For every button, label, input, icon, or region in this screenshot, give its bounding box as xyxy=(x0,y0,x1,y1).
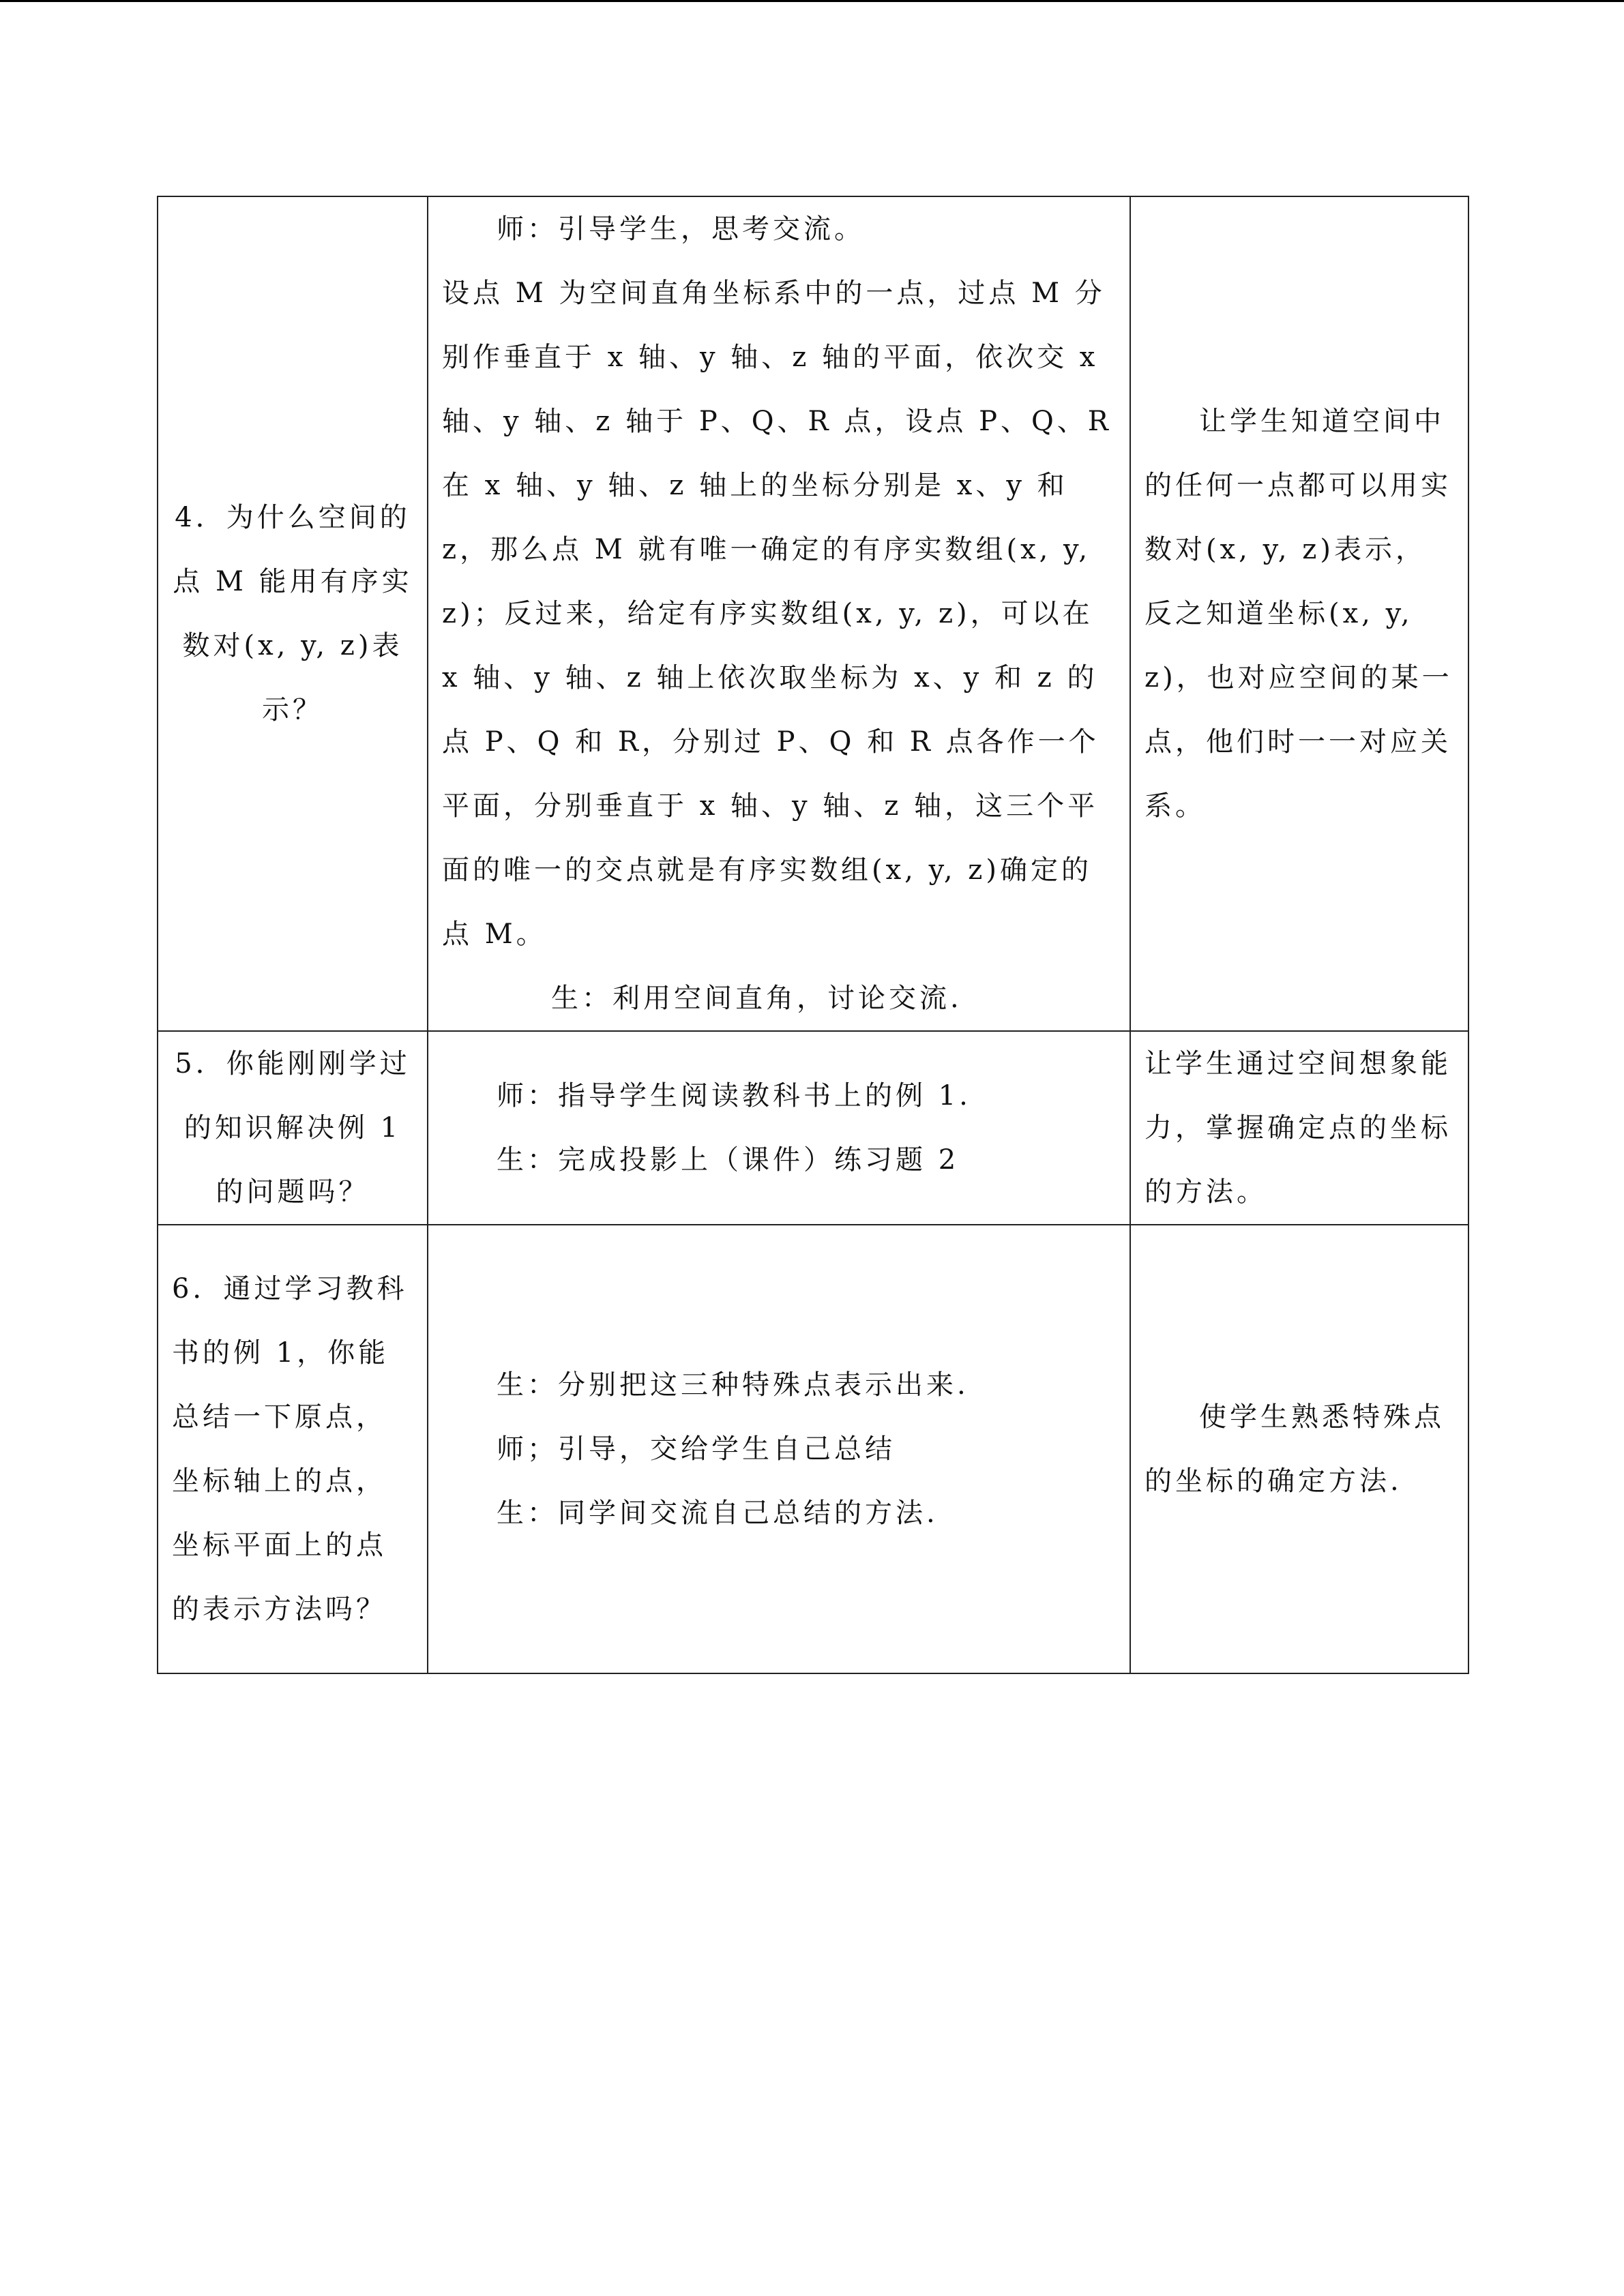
activity-cell xyxy=(428,1225,1130,1673)
intent-text: 让学生知道空间中的任何一点都可以用实数对(x, y, z)表示，反之知道坐标(x, y, z)，也对应空间的某一点，他们时一一对应关系。 xyxy=(1145,406,1453,822)
intent-cell xyxy=(1130,1031,1468,1225)
intent-cell xyxy=(1130,1225,1468,1673)
question-cell xyxy=(158,1225,428,1673)
intent-text: 使学生熟悉特殊点的坐标的确定方法. xyxy=(1145,1401,1445,1497)
activity-text: 师：引导学生，思考交流。 xyxy=(497,213,865,245)
activity-text: 师；引导，交给学生自己总结 xyxy=(497,1433,896,1465)
activity-text: 生：完成投影上（课件）练习题 2 xyxy=(497,1144,960,1176)
activity-text: 师：指导学生阅读教科书上的例 1. xyxy=(497,1080,971,1112)
intent-cell xyxy=(1130,196,1468,1031)
question-text: 5．你能刚刚学过的知识解决例 1 的问题吗？ xyxy=(175,1048,411,1208)
activity-text: 生：同学间交流自己总结的方法. xyxy=(497,1497,939,1529)
table-row xyxy=(158,1225,1468,1673)
activity-cell xyxy=(428,196,1130,1031)
question-text: 6．通过学习教科书的例 1，你能总结一下原点，坐标轴上的点，坐标平面上的点的表示方法吗？ xyxy=(172,1273,408,1625)
top-border-line xyxy=(0,0,1624,2)
question-text: 4．为什么空间的点 M 能用有序实数对(x, y, z)表示？ xyxy=(173,502,413,726)
intent-text: 让学生通过空间想象能力，掌握确定点的坐标的方法。 xyxy=(1145,1048,1451,1208)
question-cell xyxy=(158,1031,428,1225)
activity-text: 生：分别把这三种特殊点表示出来. xyxy=(497,1369,969,1401)
question-cell xyxy=(158,196,428,1031)
activity-text: 生：利用空间直角，讨论交流. xyxy=(551,983,962,1014)
activity-text: 设点 M 为空间直角坐标系中的一点，过点 M 分别作垂直于 x 轴、y 轴、z 轴的平面，依次交 x 轴、y 轴、z 轴于 P、Q、R 点，设点 P、Q、R 在 x 轴、y 轴、z 轴上的坐标分别是 x、y 和 z，那么点 M 就有唯一确定的有序实数组(x, y, z)；反过来，给定有序实数组(x, y, z)，可以在 x 轴、y 轴、z 轴上依次取坐标为 x、y 和 z 的点 P、Q 和 R，分别过 P、Q 和 R 点各作一个平面，分别垂直于 x 轴、y 轴、z 轴，这三个平面的唯一的交点就是有序实数组(x, y, z)确定的点 M。 xyxy=(442,278,1112,950)
lesson-plan-table xyxy=(157,196,1469,1674)
activity-cell xyxy=(428,1031,1130,1225)
table-row xyxy=(158,1031,1468,1225)
table-row xyxy=(158,196,1468,1031)
